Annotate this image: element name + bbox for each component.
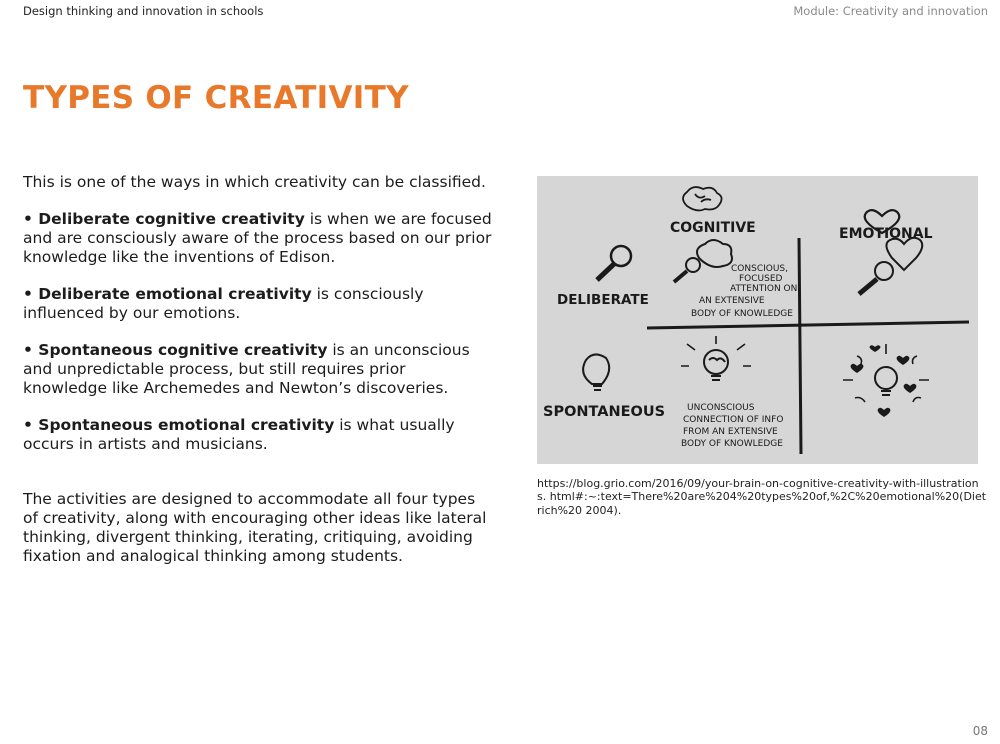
bullet-deliberate-cognitive — [23, 210, 493, 266]
page-title: TYPES OF CREATIVITY — [23, 80, 409, 116]
creativity-quadrant-sketch — [537, 176, 978, 464]
emotional-lightbulb-icon — [843, 344, 929, 402]
label-spontaneous: SPONTANEOUS — [543, 404, 666, 420]
note-top-line: FOCUSED — [739, 274, 783, 284]
magnifying-glass-icon — [597, 246, 631, 280]
label-emotional: EMOTIONAL — [839, 226, 933, 242]
bullet-term: • Spontaneous cognitive creativity — [23, 341, 328, 360]
note-bottom-line: UNCONSCIOUS — [687, 403, 755, 413]
page-number: 08 — [972, 724, 988, 738]
header-left-title: Design thinking and innovation in schools — [23, 4, 264, 18]
bullet-text: is what usually occurs in artists and musicians. — [23, 416, 455, 453]
note-top-line: BODY OF KNOWLEDGE — [691, 309, 793, 319]
note-top-line: CONSCIOUS, — [731, 264, 788, 274]
closing-paragraph: The activities are designed to accommodate all four types of creativity, along with encouraging other ideas like lateral thinking, divergent thinking, iterating, critiquing, avoiding fixation and analogical thinking among students. — [23, 490, 487, 565]
bullet-term: • Deliberate cognitive creativity — [23, 210, 305, 229]
note-top-line: AN EXTENSIVE — [699, 296, 765, 306]
note-bottom-line: FROM AN EXTENSIVE — [683, 427, 778, 437]
note-top-line: ATTENTION ON — [730, 284, 798, 294]
bullet-spontaneous-cognitive — [23, 341, 493, 397]
body-text — [23, 173, 493, 584]
brain-icon — [683, 187, 722, 210]
vertical-axis — [799, 238, 801, 454]
brain-lightbulb-icon — [681, 336, 751, 380]
bullet-term: • Deliberate emotional creativity — [23, 285, 312, 304]
bullet-spontaneous-emotional — [23, 416, 493, 453]
header-module-label: Module: Creativity and innovation — [793, 4, 988, 18]
label-cognitive: COGNITIVE — [670, 220, 756, 236]
bullet-text: is an unconscious and unpredictable process, but still requires prior knowledge like Archemedes and Newton’s discoveries. — [23, 341, 470, 397]
hearts-decoration — [851, 345, 917, 417]
horizontal-axis — [647, 322, 969, 328]
bullet-deliberate-emotional — [23, 285, 493, 322]
note-bottom-line: CONNECTION OF INFO — [683, 415, 784, 425]
lightbulb-icon — [583, 354, 609, 390]
image-source-caption: https://blog.grio.com/2016/09/your-brain-on-cognitive-creativity-with-illustrations. html#:~:text=There%20are%204%20types%20of,%2C%20emotional%20(Dietrich%20 2004). — [537, 477, 987, 517]
bullet-text: is consciously influenced by our emotions. — [23, 285, 424, 322]
heart-magnifier-icon — [859, 238, 922, 294]
intro-paragraph: This is one of the ways in which creativity can be classified. — [23, 173, 486, 191]
brain-magnifier-icon — [674, 240, 732, 282]
label-deliberate: DELIBERATE — [557, 292, 649, 308]
note-top — [691, 264, 797, 319]
note-bottom — [681, 403, 783, 449]
note-bottom-line: BODY OF KNOWLEDGE — [681, 439, 783, 449]
bullet-term: • Spontaneous emotional creativity — [23, 416, 335, 435]
bullet-text: is when we are focused and are consciously aware of the process based on our prior knowledge like the inventions of Edison. — [23, 210, 492, 266]
